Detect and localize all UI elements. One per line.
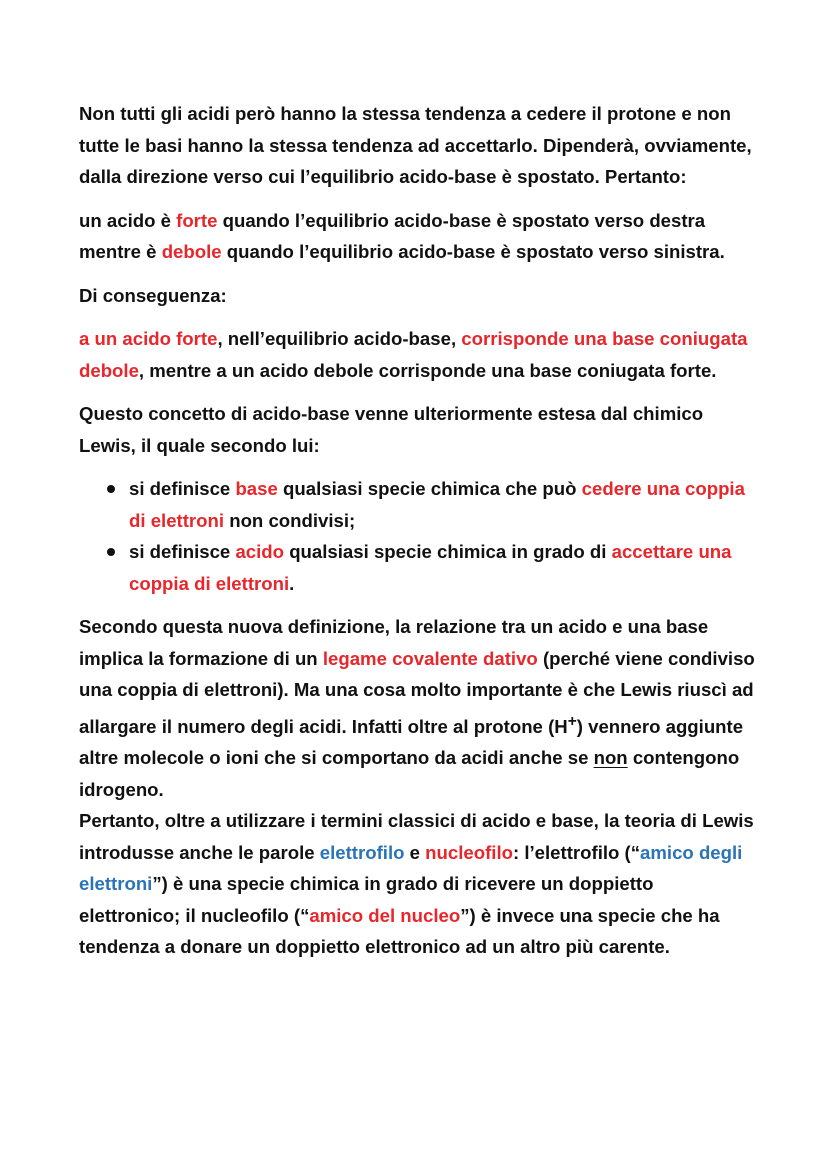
paragraph-lewis-intro: Questo concetto di acido-base venne ulteriormente estesa dal chimico Lewis, il quale secondo lui:: [79, 403, 704, 456]
underlined-non: non: [593, 747, 628, 769]
highlight-legame-covalente-dativo: legame covalente dativo: [322, 647, 538, 669]
highlight-acido-forte: a un acido forte: [79, 328, 218, 349]
bullet-icon: [107, 485, 115, 493]
paragraph-conjugate-base: a un acido forte, nell’equilibrio acido-base, corrisponde una base coniugata debole, mentre a un acido debole corrisponde una base coniugata forte.: [79, 328, 748, 381]
highlight-debole: debole: [161, 241, 222, 262]
list-item-base-definition: si definisce base qualsiasi specie chimica che può cedere una coppia di elettroni non condivisi;: [79, 473, 759, 536]
highlight-elettrofilo: elettrofilo: [319, 841, 405, 863]
highlight-base: base: [235, 478, 278, 499]
highlight-accettare-coppia: accettare una coppia di elettroni: [129, 541, 732, 594]
document-page: [79, 98, 759, 975]
highlight-forte: forte: [176, 209, 218, 231]
paragraph-intro: Non tutti gli acidi però hanno la stessa tendenza a cedere il protone e non tutte le basi hanno la stessa tendenza ad accettarlo. Dipenderà, ovviamente, dalla direzione verso cui l’equilibrio acido-base è spostato. Pertanto:: [79, 103, 752, 187]
highlight-acido: acido: [235, 541, 285, 562]
highlight-cedere-coppia: cedere una coppia di elettroni: [129, 478, 745, 531]
bullet-icon: [107, 548, 115, 556]
paragraph-electrophile-nucleophile: Pertanto, oltre a utilizzare i termini classici di acido e base, la teoria di Lewis introdusse anche le parole elettrofilo e nucleofilo: l’elettrofilo (“amico degli elettroni”) è una specie chimica in grado di ricevere un doppietto elettronico; il nucleofilo (“amico del nucleo”) è invece una specie che ha tendenza a donare un doppietto elettronico ad un altro più carente.: [79, 810, 754, 958]
paragraph-dative-bond: Secondo questa nuova definizione, la relazione tra un acido e una base implica la formazione di un legame covalente dativo (perché viene condiviso una coppia di elettroni). Ma una cosa molto importante è che Lewis riuscì ad allargare il numero degli acidi. Infatti oltre al protone (H+) vennero aggiunte altre molecole o ioni che si comportano da acidi anche se non contengono idrogeno.: [79, 616, 755, 800]
highlight-amico-nucleo: amico del nucleo: [309, 904, 461, 926]
lewis-definitions-list: [79, 473, 759, 599]
paragraph-strong-weak-acid: un acido è forte quando l’equilibrio acido-base è spostato verso destra mentre è debole quando l’equilibrio acido-base è spostato verso sinistra.: [79, 209, 725, 262]
list-item-acid-definition: si definisce acido qualsiasi specie chimica in grado di accettare una coppia di elettroni.: [79, 536, 759, 599]
superscript-plus: +: [567, 712, 577, 730]
paragraph-consequence-label: Di conseguenza:: [79, 284, 227, 306]
highlight-nucleofilo: nucleofilo: [425, 841, 513, 863]
highlight-base-coniugata-debole: corrisponde una base coniugata debole: [79, 328, 748, 381]
highlight-amico-elettroni: amico degli elettroni: [79, 841, 743, 895]
